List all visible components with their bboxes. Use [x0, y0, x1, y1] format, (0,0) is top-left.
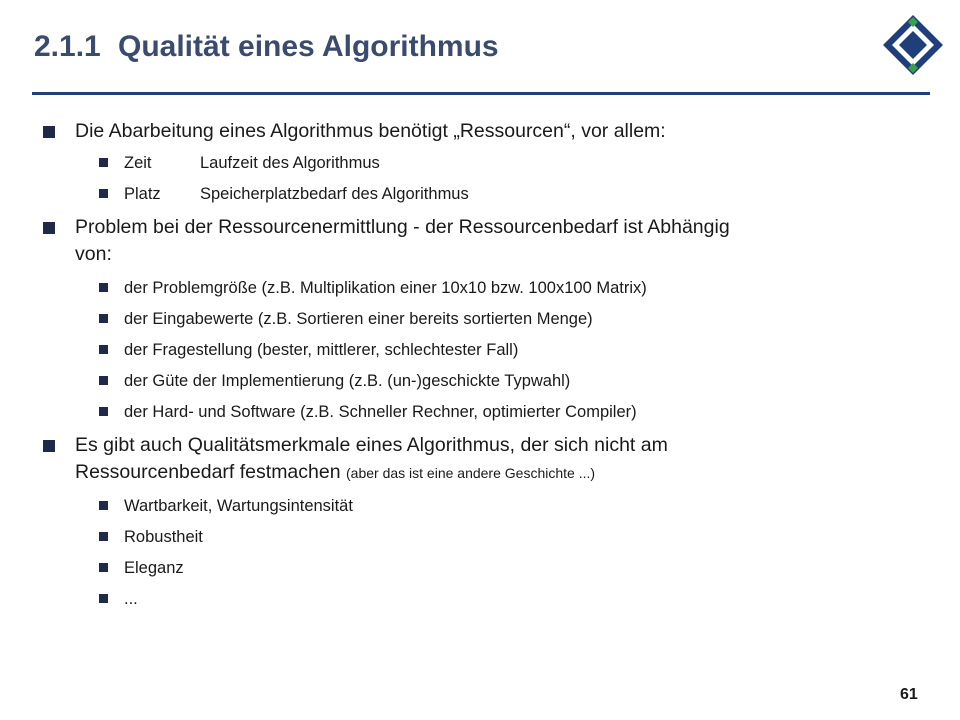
page-number: 61 — [900, 686, 918, 703]
sub-bullet-marker — [99, 594, 108, 603]
bullet-aside: (aber das ist eine andere Geschichte ...) — [346, 465, 596, 481]
sub-bullet-item: der Fragestellung (bester, mittlerer, schlechtester Fall) — [124, 341, 519, 359]
sub-bullet-marker — [99, 283, 108, 292]
sub-bullet-item — [124, 152, 904, 174]
slide-title — [34, 30, 499, 64]
bullet-line: Problem bei der Ressourcenermittlung - der Ressourcenbedarf ist Abhängig — [75, 216, 730, 238]
bullet-line: Es gibt auch Qualitätsmerkmale eines Algorithmus, der sich nicht am — [75, 434, 668, 456]
sub-bullet-item: der Problemgröße (z.B. Multiplikation einer 10x10 bzw. 100x100 Matrix) — [124, 279, 647, 297]
sub-bullet-item: der Güte der Implementierung (z.B. (un-)geschickte Typwahl) — [124, 372, 571, 390]
sub-bullet-item: Wartbarkeit, Wartungsintensität — [124, 497, 353, 515]
sub-bullet-marker — [99, 376, 108, 385]
bullet-marker — [43, 126, 55, 138]
bullet-marker — [43, 440, 55, 452]
sub-bullet-key: Zeit — [124, 154, 152, 172]
sub-bullet-marker — [99, 158, 108, 167]
sub-bullet-marker — [99, 189, 108, 198]
sub-bullet-key: Platz — [124, 185, 161, 203]
bullet-line: von: — [75, 243, 112, 265]
bullet-line-main: Ressourcenbedarf festmachen — [75, 461, 341, 483]
bullet-text — [75, 214, 905, 268]
sub-bullet-marker — [99, 407, 108, 416]
bullet-line — [75, 459, 905, 487]
sub-bullet-marker — [99, 532, 108, 541]
sub-bullet-item: Eleganz — [124, 559, 184, 577]
section-number: 2.1.1 — [34, 30, 101, 63]
bullet-marker — [43, 222, 55, 234]
sub-bullet-item: Robustheit — [124, 528, 203, 546]
sub-bullet-item: der Hard- und Software (z.B. Schneller Rechner, optimierter Compiler) — [124, 403, 637, 421]
title-divider — [32, 92, 930, 95]
title-text: Qualität eines Algorithmus — [118, 30, 499, 63]
bullet-text — [75, 432, 905, 487]
sub-bullet-marker — [99, 345, 108, 354]
sub-bullet-item: ... — [124, 590, 138, 608]
sub-bullet-marker — [99, 314, 108, 323]
sub-bullet-marker — [99, 501, 108, 510]
sub-bullet-value: Laufzeit des Algorithmus — [200, 154, 380, 172]
diamond-logo-icon — [882, 14, 944, 76]
sub-bullet-value: Speicherplatzbedarf des Algorithmus — [200, 185, 469, 203]
bullet-text: Die Abarbeitung eines Algorithmus benötigt „Ressourcen“, vor allem: — [75, 120, 666, 142]
sub-bullet-item: der Eingabewerte (z.B. Sortieren einer bereits sortierten Menge) — [124, 310, 593, 328]
sub-bullet-marker — [99, 563, 108, 572]
sub-bullet-item — [124, 183, 904, 205]
